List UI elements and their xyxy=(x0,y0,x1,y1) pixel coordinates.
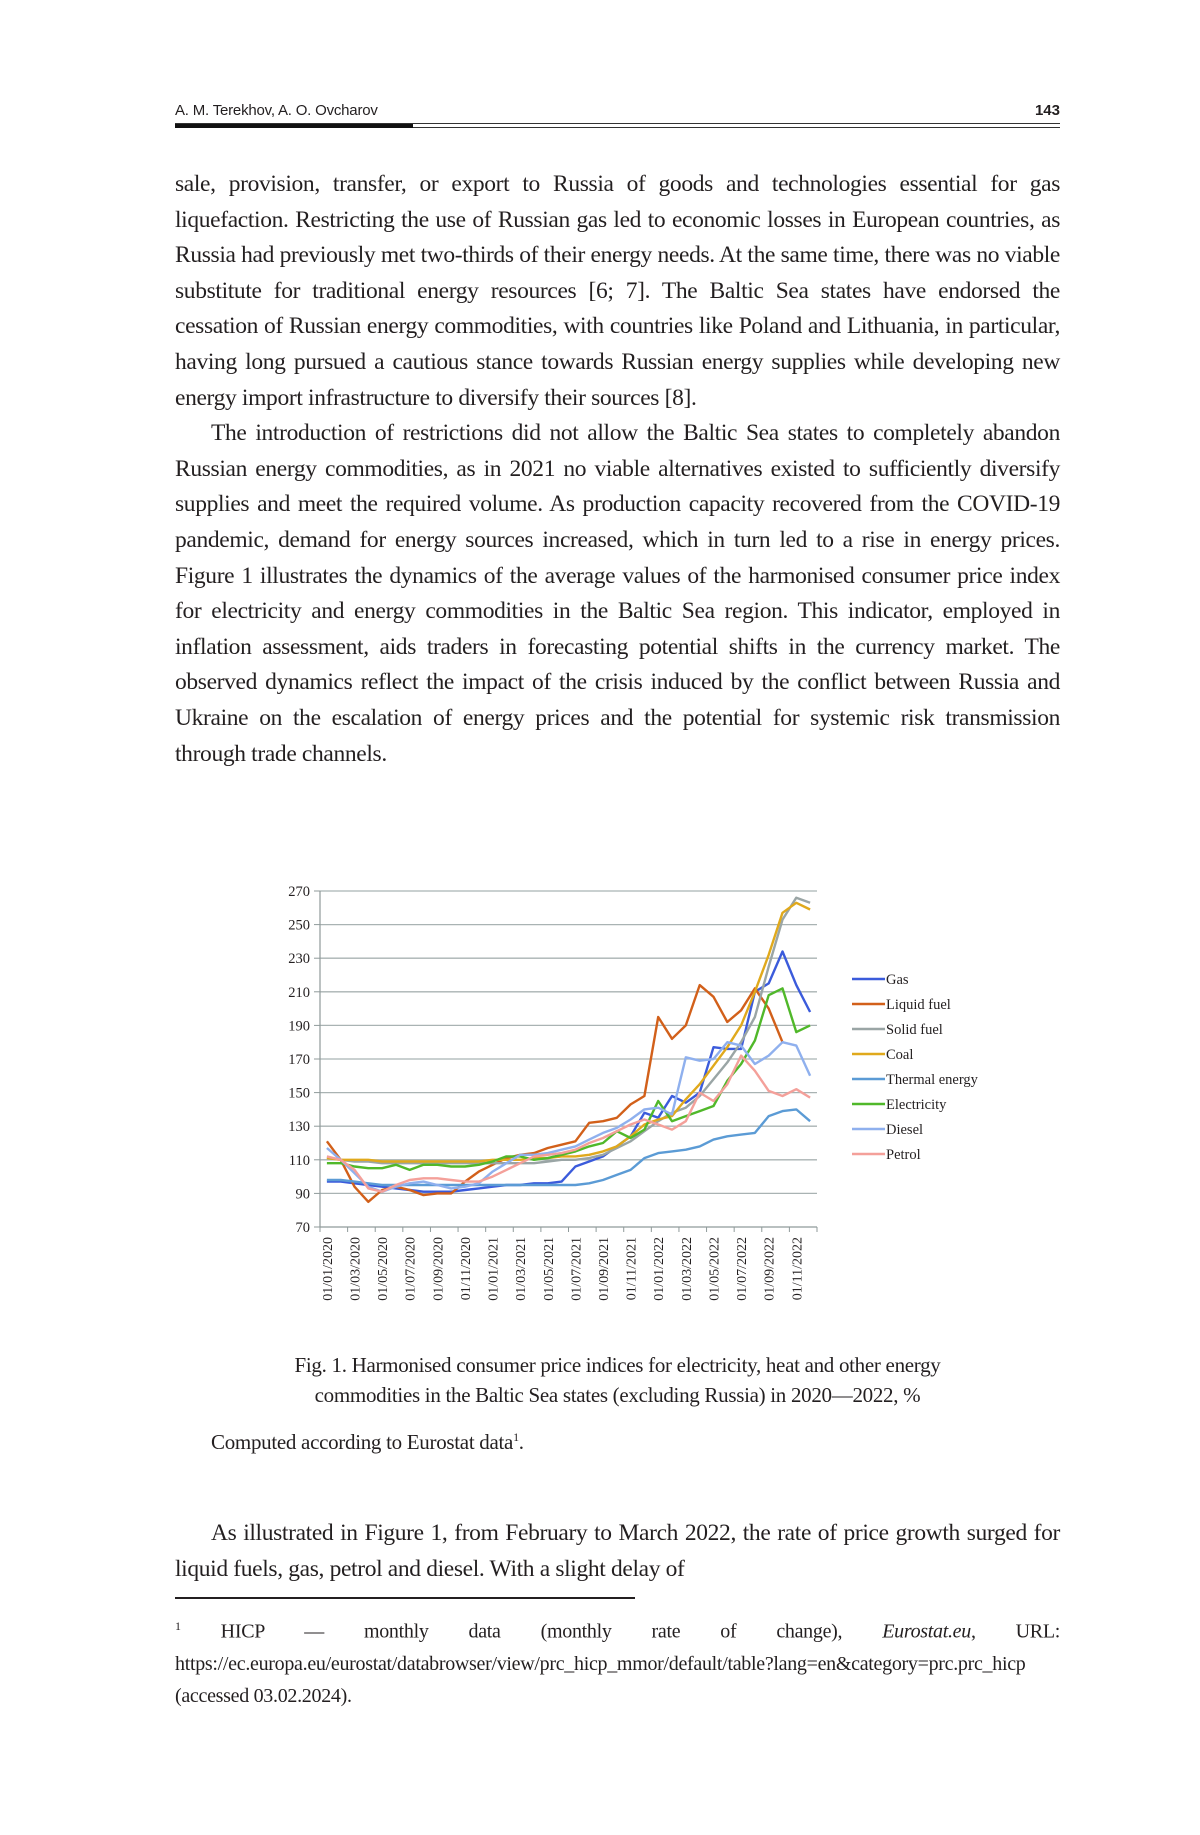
legend-item-solid-fuel xyxy=(852,1022,943,1038)
y-tick-label: 70 xyxy=(295,1220,310,1236)
y-tick-label: 270 xyxy=(288,884,310,900)
figure-caption xyxy=(175,1350,1060,1410)
legend-label: Liquid fuel xyxy=(886,997,951,1013)
paragraph: sale, provision, transfer, or export to Russia of goods and technologies essential for gas liquefaction. Restricting the use of Russian gas led to economic losses in European countries, as Russia had previously met two-thirds of their energy needs. At the same time, there was no viable substitute for traditional energy resources [6; 7]. The Baltic Sea states have endorsed the cessation of Russian energy commodities, with countries like Poland and Lithuania, in particular, having long pursued a cautious stance towards Russian energy supplies while developing new energy import infrastructure to diversify their sources [8]. xyxy=(175,171,1060,411)
figure-source-note: Computed according to Eurostat data$^1$. xyxy=(211,1430,524,1454)
footnote xyxy=(175,1610,1060,1712)
legend-item-petrol xyxy=(852,1147,921,1163)
legend-label: Diesel xyxy=(886,1122,924,1138)
series-line-coal xyxy=(327,903,810,1162)
source-text: Computed according to Eurostat data xyxy=(211,1430,514,1454)
legend-label: Gas xyxy=(886,972,909,988)
running-header xyxy=(175,100,1060,130)
footnote-reference[interactable]: 1 xyxy=(513,1430,519,1444)
legend-label: Thermal energy xyxy=(886,1072,978,1088)
y-tick-label: 210 xyxy=(288,984,310,1001)
header-rule-lower xyxy=(413,127,1060,128)
x-tick-label: 01/09/2020 xyxy=(431,1237,447,1301)
legend-item-thermal-energy xyxy=(852,1072,979,1088)
page-number: 143 xyxy=(1034,102,1060,119)
x-tick-label: 01/01/2022 xyxy=(652,1237,668,1301)
y-tick-label: 130 xyxy=(288,1119,310,1136)
footnote-source-name: Eurostat.eu xyxy=(882,1620,971,1643)
legend-item-coal xyxy=(852,1047,913,1063)
running-header-authors: A. M. Terekhov, A. O. Ovcharov xyxy=(175,102,378,119)
body-text-bottom xyxy=(175,1516,1060,1587)
legend-label: Solid fuel xyxy=(886,1022,943,1038)
x-tick-label: 01/09/2022 xyxy=(762,1237,778,1301)
legend-item-electricity xyxy=(852,1097,947,1113)
line-chart xyxy=(250,870,1050,1330)
legend-item-liquid-fuel xyxy=(852,997,951,1013)
y-tick-label: 90 xyxy=(295,1186,310,1203)
legend-item-gas xyxy=(852,972,909,988)
y-tick-label: 110 xyxy=(288,1152,310,1169)
footnote-url-text[interactable]: , URL: https://ec.europa.eu/eurostat/databrowser/view/prc_hicp_mmor/default/table?lang=en&category=prc.prc_hicp (accessed 03.02.2024). xyxy=(175,1620,1060,1707)
x-tick-label: 01/09/2021 xyxy=(597,1237,613,1301)
y-tick-label: 230 xyxy=(288,951,310,968)
y-tick-label: 170 xyxy=(288,1052,310,1068)
x-tick-label: 01/07/2022 xyxy=(735,1237,751,1301)
figure-caption-line-2: commodities in the Baltic Sea states (excluding Russia) in 2020—2022, % xyxy=(314,1383,921,1407)
y-tick-label: 190 xyxy=(288,1018,310,1035)
y-tick-label: 150 xyxy=(288,1085,310,1102)
x-tick-label: 01/07/2020 xyxy=(403,1237,419,1301)
figure-1-chart xyxy=(250,870,1050,1330)
x-tick-label: 01/05/2021 xyxy=(541,1237,557,1301)
x-tick-label: 01/05/2022 xyxy=(707,1237,723,1301)
paragraph: As illustrated in Figure 1, from February to March 2022, the rate of price growth surged for liquid fuels, gas, petrol and diesel. With a slight delay of xyxy=(175,1520,1060,1582)
x-tick-label: 01/01/2020 xyxy=(320,1237,336,1301)
x-tick-label: 01/03/2021 xyxy=(514,1237,530,1301)
legend-label: Petrol xyxy=(886,1147,921,1163)
y-tick-label: 250 xyxy=(288,917,310,934)
footnote-separator xyxy=(175,1597,635,1599)
x-tick-label: 01/03/2020 xyxy=(348,1237,364,1301)
body-text-top xyxy=(175,167,1060,772)
x-tick-label: 01/11/2020 xyxy=(458,1237,474,1301)
x-tick-label: 01/05/2020 xyxy=(376,1237,392,1301)
legend-label: Electricity xyxy=(886,1097,947,1113)
footnote-text: HICP — monthly data (monthly rate of change), xyxy=(180,1620,883,1643)
series-line-petrol xyxy=(327,1056,810,1192)
series-line-liquid-fuel xyxy=(327,985,783,1202)
paragraph: The introduction of restrictions did not allow the Baltic Sea states to completely abandon Russian energy commodities, as in 2021 no viable alternatives existed to sufficiently diversify supplies and meet the required volume. As production capacity recovered from the COVID-19 pandemic, demand for energy sources increased, which in turn led to a rise in energy prices. Figure 1 illustrates the dynamics of the average values of the harmonised consumer price index for electricity and energy commodities in the Baltic Sea region. This indicator, employed in inflation assessment, aids traders in forecasting potential shifts in the currency market. The observed dynamics reflect the impact of the crisis induced by the conflict between Russia and Ukraine on the escalation of energy prices and the potential for systemic risk transmission through trade channels. xyxy=(175,420,1060,767)
footnote-mark: 1 xyxy=(175,1619,181,1633)
x-tick-label: 01/11/2022 xyxy=(790,1237,806,1301)
x-tick-label: 01/11/2021 xyxy=(624,1237,640,1301)
x-tick-label: 01/01/2021 xyxy=(486,1237,502,1301)
legend-label: Coal xyxy=(886,1047,914,1063)
x-tick-label: 01/03/2022 xyxy=(679,1237,695,1301)
figure-caption-line-1: Fig. 1. Harmonised consumer price indices for electricity, heat and other energy xyxy=(294,1353,941,1377)
header-rule-thick xyxy=(175,124,413,128)
x-tick-label: 01/07/2021 xyxy=(569,1237,585,1301)
legend-item-diesel xyxy=(852,1122,923,1138)
